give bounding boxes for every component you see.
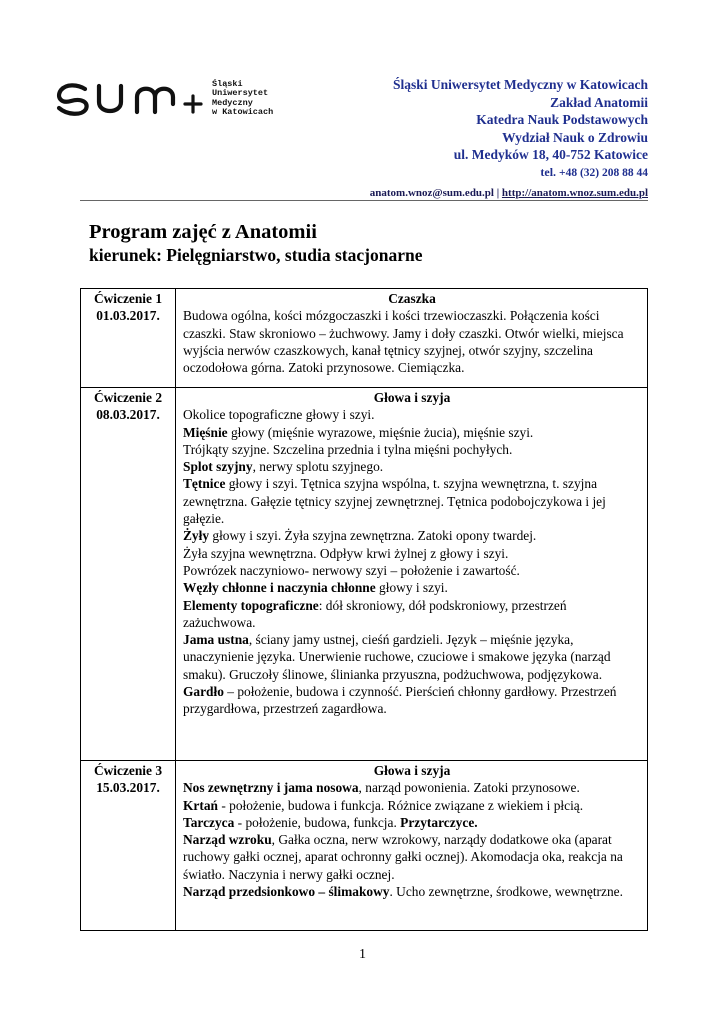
department-name: Zakład Anatomii xyxy=(550,94,648,110)
separator: | xyxy=(496,186,500,199)
university-name: Śląski Uniwersytet Medyczny w Katowicach xyxy=(393,77,648,92)
bold-term: Węzły chłonne i naczynia chłonne xyxy=(183,580,376,596)
session-date-cell xyxy=(81,761,176,931)
session-date: 15.03.2017. xyxy=(96,780,160,796)
text-segment: , Gałka oczna, nerw wzrokowy, narządy dodatkowe oka (aparat ruchowy gałki ocznej, aparat ochronny gałki ocznej). Akomodacja oka, reakcja na światło. Naczynia i nerwy gałki ocznej. xyxy=(183,832,623,882)
text-segment: głowy i szyi. xyxy=(375,580,448,596)
content-paragraph xyxy=(183,631,641,683)
bold-term: Tętnice xyxy=(183,476,226,492)
text-segment: Budowa ogólna, kości mózgoczaszki i kości trzewioczaszki. Połączenia kości czaszki. Staw skroniowo – żuchwowy. Jamy i doły czaszki. Otwór wielki, miejsca wyjścia nerwów czaszkowych, kanał tętnicy szyjnej, otwór szyjny, szczelina oczodołowa górna. Zatoki przynosowe. Ciemiączka. xyxy=(183,308,624,376)
bold-term: Tarczyca xyxy=(183,814,235,830)
content-paragraph xyxy=(183,424,641,441)
content-paragraph xyxy=(183,814,641,831)
bold-term: Mięśnie xyxy=(183,424,228,440)
university-logo xyxy=(55,78,285,120)
session-date-cell xyxy=(81,388,176,761)
text-segment: . Ucho zewnętrzne, środkowe, wewnętrzne. xyxy=(389,884,623,900)
text-segment: Trójkąty szyjne. Szczelina przednia i tylna mięśni pochyłych. xyxy=(183,441,513,457)
bold-term: Przytarczyce. xyxy=(400,814,478,830)
bold-term: Krtań xyxy=(183,797,218,813)
bold-term: Gardło xyxy=(183,684,224,700)
text-segment: Żyła szyjna wewnętrzna. Odpływ krwi żylnej z głowy i szyi. xyxy=(183,545,509,561)
text-segment: – położenie, budowa i czynność. Pierścień chłonny gardłowy. Przestrzeń przygardłowa, przestrzeń zagardłowa. xyxy=(183,684,617,717)
chair-name: Katedra Nauk Podstawowych xyxy=(476,112,648,128)
content-paragraph xyxy=(183,307,641,376)
content-paragraph xyxy=(183,545,641,562)
text-segment: głowy i szyi. Żyła szyjna zewnętrzna. Zatoki opony twardej. xyxy=(209,528,537,544)
program-table xyxy=(80,288,648,931)
content-paragraph xyxy=(183,683,641,718)
email-link[interactable]: anatom.wnoz@sum.edu.pl xyxy=(369,186,494,199)
document-title xyxy=(89,220,422,266)
session-label: Ćwiczenie 3 xyxy=(93,763,163,778)
faculty-name: Wydział Nauk o Zdrowiu xyxy=(502,129,648,145)
session-content-cell xyxy=(176,761,648,931)
content-paragraph xyxy=(183,458,641,475)
session-topic: Głowa i szyja xyxy=(373,763,451,778)
bold-term: Narząd wzroku xyxy=(183,832,272,848)
session-content-cell xyxy=(176,388,648,761)
content-paragraph xyxy=(183,562,641,579)
logo-text: Śląski Uniwersytet Medyczny w Katowicach xyxy=(212,79,274,117)
text-segment: - położenie, budowa, funkcja. xyxy=(234,814,401,830)
text-segment: głowy i szyi. Tętnica szyjna wspólna, t. szyjna wewnętrzna, t. szyjna zewnętrzna. Gałęzie tętnicy szyjnej zewnętrznej. Tętnica podobojczykowa i jej gałęzie. xyxy=(183,476,606,527)
content-paragraph xyxy=(183,475,641,527)
session-date: 01.03.2017. xyxy=(96,308,160,324)
page-number: 1 xyxy=(359,947,366,962)
header-divider xyxy=(80,200,648,201)
text-segment: , ściany jamy ustnej, cieśń gardzieli. Język – mięśnie języka, unaczynienie języka. Unerwienie ruchowe, czuciowe i smakowe języka (narząd smaku). Gruczoły ślinowe, ślinianka przyuszna, podżuchwowa, podjęzykowa. xyxy=(183,632,611,682)
content-paragraph xyxy=(183,597,641,632)
bold-term: Elementy topograficzne xyxy=(183,597,319,613)
bold-term: Nos zewnętrzny i jama nosowa xyxy=(183,780,359,796)
address: ul. Medyków 18, 40-752 Katowice xyxy=(453,147,648,163)
session-content-cell xyxy=(176,289,648,388)
bold-term: Żyły xyxy=(183,528,210,544)
text-segment: , narząd powonienia. Zatoki przynosowe. xyxy=(358,780,580,796)
session-topic: Głowa i szyja xyxy=(373,390,451,405)
text-segment: Okolice topograficzne głowy i szyi. xyxy=(183,407,375,423)
session-date-cell xyxy=(81,289,176,388)
page-title: Program zajęć z Anatomii xyxy=(89,221,317,243)
website-link[interactable]: http://anatom.wnoz.sum.edu.pl xyxy=(501,186,648,199)
content-paragraph xyxy=(183,883,641,900)
table-row xyxy=(81,289,648,388)
bold-term: Jama ustna xyxy=(183,632,249,648)
session-topic: Czaszka xyxy=(388,291,436,306)
bold-term: Narząd przedsionkowo – ślimakowy xyxy=(183,884,390,900)
table-row xyxy=(81,761,648,931)
content-paragraph xyxy=(183,406,641,423)
content-paragraph xyxy=(183,579,641,596)
table-row xyxy=(81,388,648,761)
content-paragraph xyxy=(183,797,641,814)
sum-logo-icon xyxy=(55,80,205,118)
session-label: Ćwiczenie 1 xyxy=(93,291,163,306)
text-segment: , nerwy splotu szyjnego. xyxy=(252,459,384,475)
bold-term: Splot szyjny xyxy=(183,459,253,475)
content-paragraph xyxy=(183,441,641,458)
content-paragraph xyxy=(183,831,641,883)
phone: tel. +48 (32) 208 88 44 xyxy=(540,164,648,179)
text-segment: głowy (mięśnie wyrazowe, mięśnie żucia), mięśnie szyi. xyxy=(227,424,534,440)
contact-block xyxy=(370,76,648,202)
text-segment: : dół skroniowy, dół podskroniowy, przestrzeń zażuchwowa. xyxy=(183,597,567,630)
content-paragraph xyxy=(183,779,641,796)
content-paragraph xyxy=(183,527,641,544)
text-segment: - położenie, budowa i funkcja. Różnice związane z wiekiem i płcią. xyxy=(217,797,584,813)
session-label: Ćwiczenie 2 xyxy=(93,390,163,405)
page-subtitle: kierunek: Pielęgniarstwo, studia stacjonarne xyxy=(89,245,423,265)
text-segment: Powrózek naczyniowo- nerwowy szyi – położenie i zawartość. xyxy=(183,562,520,578)
session-date: 08.03.2017. xyxy=(96,407,160,423)
